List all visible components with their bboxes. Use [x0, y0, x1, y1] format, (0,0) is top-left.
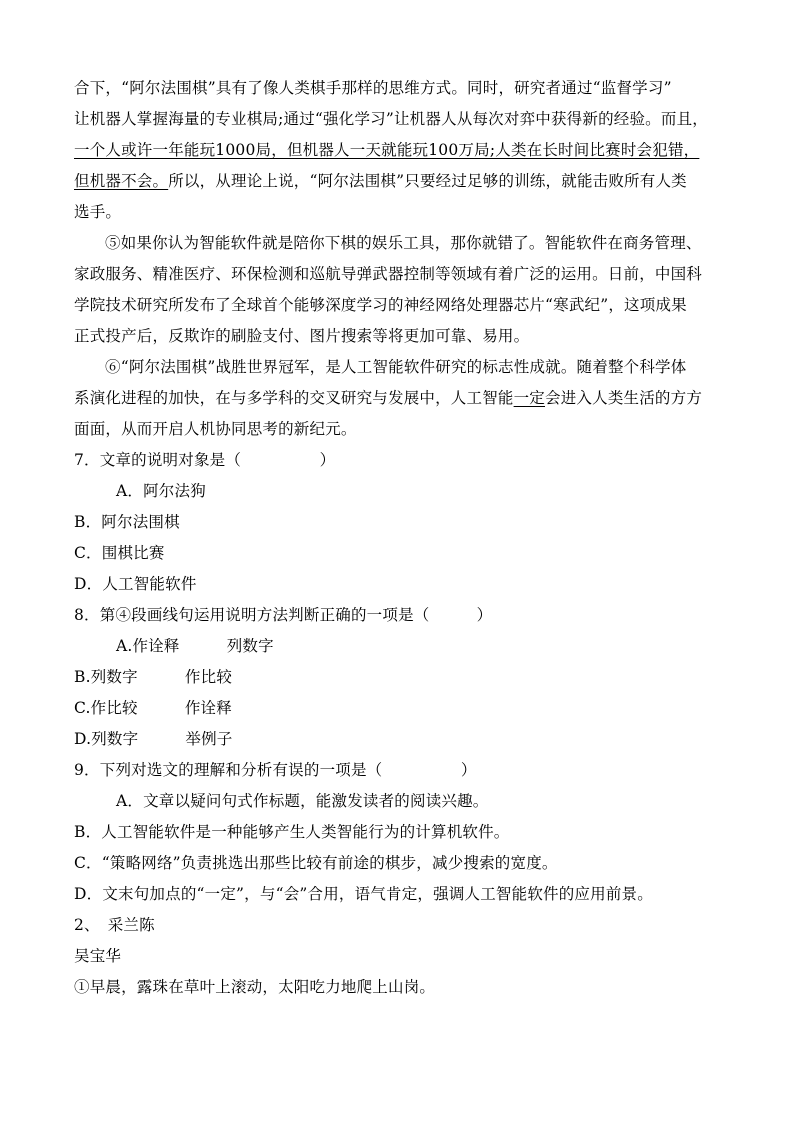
- question-8-option-c: C.作比较 作诠释: [74, 699, 232, 717]
- section-2-paragraph-1: ①早晨，露珠在草叶上滚动，太阳吃力地爬上山岗。: [74, 978, 436, 996]
- paragraph-4-line-4: [74, 170, 687, 192]
- paragraph-6-line-2-a: 系演化进程的加快，在与多学科的交叉研究与发展中，人工智能: [74, 389, 514, 407]
- question-8-option-a: A.作诠释 列数字: [116, 637, 274, 655]
- paragraph-6-line-1: ⑥“阿尔法围棋”战胜世界冠军，是人工智能软件研究的标志性成就。随着整个科学体: [105, 358, 687, 376]
- question-8-stem: 8．第④段画线句运用说明方法判断正确的一项是（ ）: [74, 606, 493, 624]
- section-2-author: 吴宝华: [74, 947, 122, 965]
- question-9-option-b: B．人工智能软件是一种能够产生人类智能行为的计算机软件。: [74, 823, 510, 841]
- question-9-stem: 9．下列对选文的理解和分析有误的一项是（ ）: [74, 761, 477, 779]
- question-8-option-d: D.列数字 举例子: [74, 730, 233, 748]
- paragraph-6-line-2: [74, 387, 702, 409]
- question-8-option-b: B.列数字 作比较: [74, 668, 233, 686]
- question-7-option-c: C．围棋比赛: [74, 544, 165, 562]
- paragraph-5-line-4: 正式投产后，反欺诈的刷脸支付、图片搜索等将更加可靠、易用。: [74, 327, 530, 345]
- paragraph-5-line-1: ⑤如果你认为智能软件就是陪你下棋的娱乐工具，那你就错了。智能软件在商务管理、: [105, 234, 702, 252]
- section-2-heading: 2、 采兰陈: [74, 916, 155, 934]
- question-9-option-c: C．“策略网络”负责挑选出那些比较有前途的棋步，减少搜索的宽度。: [74, 854, 558, 872]
- paragraph-4-line-1: 合下，“阿尔法围棋”具有了像人类棋手那样的思维方式。同时，研究者通过“监督学习”: [74, 79, 672, 97]
- paragraph-5-line-2: 家政服务、精准医疗、环保检测和巡航导弹武器控制等领域有着广泛的运用。日前，中国科: [74, 265, 703, 283]
- emphasized-word: 一定: [513, 389, 546, 407]
- underlined-sentence-part-2: 但机器不会。: [74, 172, 169, 190]
- paragraph-4-line-5: 选手。: [74, 203, 122, 221]
- question-7-option-a: A．阿尔法狗: [116, 482, 206, 500]
- paragraph-5-line-3: 学院技术研究所发布了全球首个能够深度学习的神经网络处理器芯片“寒武纪”，这项成果: [74, 296, 687, 314]
- underlined-sentence-part-1: 一个人或许一年能玩1000局，但机器人一天就能玩100万局;人类在长时间比赛时会犯错，: [74, 141, 700, 159]
- paragraph-6-line-2-b: 会进入人类生活的方方: [545, 389, 703, 407]
- paragraph-6-line-3: 面面，从而开启人机协同思考的新纪元。: [74, 420, 357, 438]
- paragraph-4-line-2: 让机器人掌握海量的专业棋局;通过“强化学习”让机器人从每次对弈中获得新的经验。而且，: [74, 110, 708, 128]
- question-7-option-b: B．阿尔法围棋: [74, 513, 180, 531]
- question-7-stem: 7．文章的说明对象是（ ）: [74, 451, 336, 469]
- question-9-option-d: D．文末句加点的“一定”，与“会”合用，语气肯定，强调人工智能软件的应用前景。: [74, 885, 653, 903]
- question-7-option-d: D．人工智能软件: [74, 575, 197, 593]
- question-9-option-a: A．文章以疑问句式作标题，能激发读者的阅读兴趣。: [116, 792, 489, 810]
- paragraph-4-line-4-rest: 所以，从理论上说，“阿尔法围棋”只要经过足够的训练，就能击败所有人类: [168, 172, 687, 190]
